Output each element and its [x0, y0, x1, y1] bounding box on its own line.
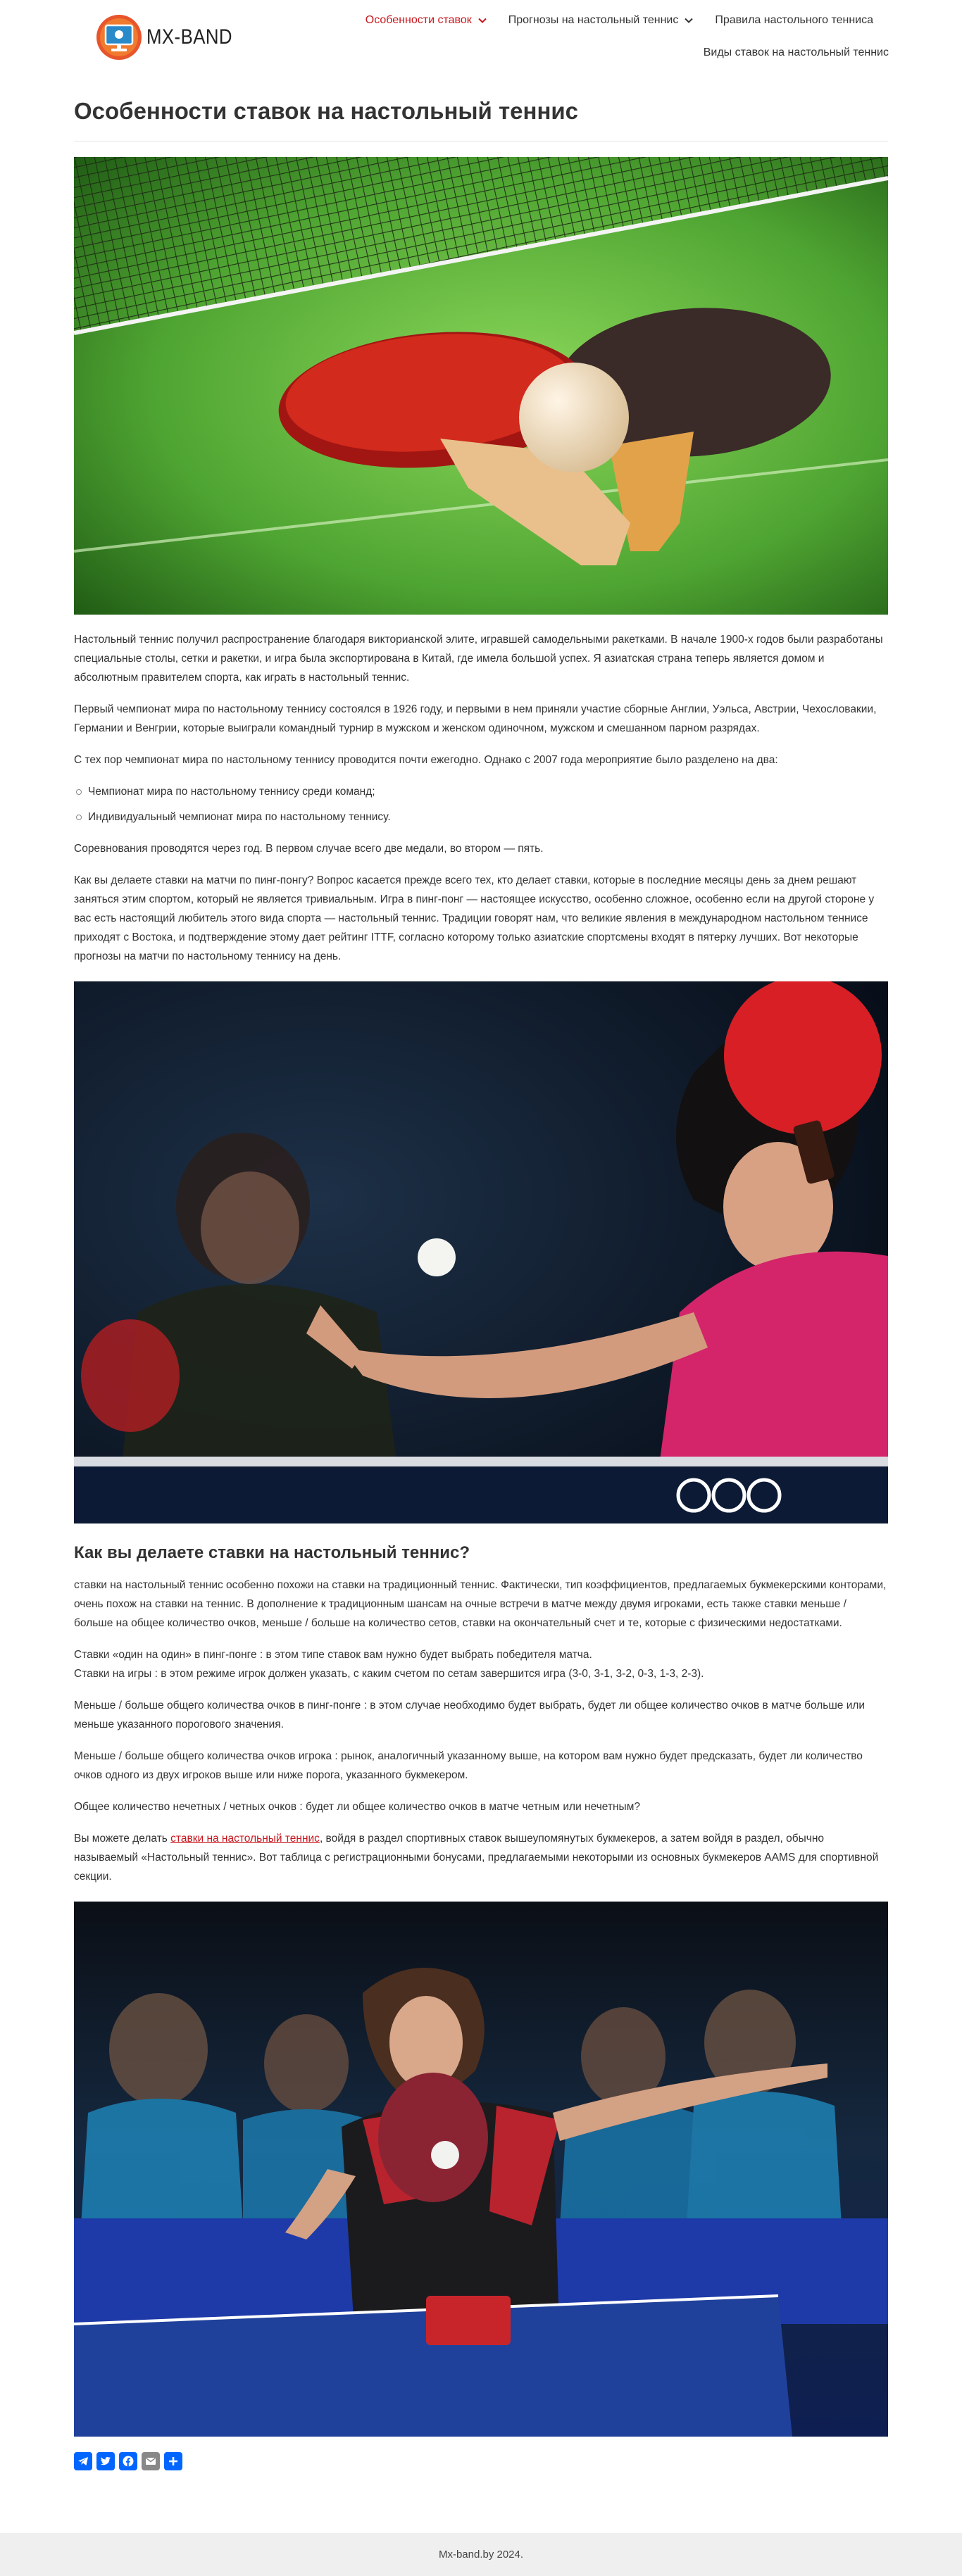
- chevron-down-icon: [684, 15, 694, 25]
- paragraph: Ставки на игры : в этом режиме игрок должен указать, с каким счетом по сетам завершится игра (3-0, 3-1, 3-2, 0-3, 1-3, 2-3).: [74, 1668, 704, 1680]
- share-telegram[interactable]: [74, 2452, 92, 2470]
- share-facebook[interactable]: [119, 2452, 137, 2470]
- chevron-down-icon: [477, 15, 487, 25]
- intro-text: [74, 630, 888, 966]
- share-email[interactable]: [142, 2452, 160, 2470]
- inline-link-table-tennis-bets[interactable]: ставки на настольный теннис: [170, 1833, 320, 1845]
- facebook-icon: [122, 2455, 135, 2468]
- player-forehand-photo: [74, 1902, 888, 2437]
- share-buttons: [74, 2452, 888, 2470]
- paragraph: ставки на настольный теннис особенно похожи на ставки на традиционный теннис. Фактически, тип коэффициентов, предлагаемых букмекерскими конторами, очень похож на ставки на теннис. В дополнение к традиционным шансам на очные встречи в матче между двумя игроками, есть также ставки меньше / больше на общее количество очков, меньше / больше на количество сетов, ставки на окончательный счет и те, которые с физическими недостатками.: [74, 1579, 887, 1629]
- paragraph: Настольный теннис получил распространение благодаря викторианской элите, игравшей самодельными ракетками. В начале 1900-х годов были разработаны специальные столы, сетки и ракетки, и игра была экспортирована в Китай, где имела большой успех. Я азиатская страна теперь является домом и абсолютным правителем спорта, как играть в настольный теннис.: [74, 634, 883, 684]
- page-title: Особенности ставок на настольный теннис: [74, 98, 579, 124]
- main-nav-row-2: [682, 46, 889, 59]
- logo-icon: [96, 14, 142, 61]
- paddles-photo: [74, 157, 888, 615]
- main-nav: [344, 14, 873, 27]
- share-plus-icon: [167, 2455, 180, 2468]
- email-icon: [144, 2455, 157, 2468]
- site-footer: [0, 2533, 962, 2576]
- paragraph: С тех пор чемпионат мира по настольному теннису проводится почти ежегодно. Однако с 2007 года мероприятие было разделено на два:: [74, 754, 778, 766]
- article: [74, 92, 888, 2470]
- nav-item-label: Особенности ставок: [365, 14, 472, 26]
- nav-item-bet-types[interactable]: [704, 46, 889, 59]
- share-twitter[interactable]: [96, 2452, 115, 2470]
- paragraph: Соревнования проводятся через год. В первом случае всего две медали, во втором — пять.: [74, 843, 544, 855]
- paragraph: Меньше / больше общего количества очков игрока : рынок, аналогичный указанному выше, на котором вам нужно будет предсказать, будет ли количество очков одного из двух игроков выше или ниже порога, указанного букмекером.: [74, 1750, 863, 1781]
- nav-item-label: Виды ставок на настольный теннис: [703, 46, 889, 58]
- nav-item-label: Правила настольного тенниса: [715, 14, 873, 26]
- betting-text: [74, 1576, 888, 1886]
- site-logo[interactable]: [96, 14, 246, 61]
- share-more[interactable]: [164, 2452, 182, 2470]
- paragraph: [74, 1829, 888, 1886]
- nav-item-betting-features[interactable]: [366, 14, 487, 27]
- article-image-paddles: [74, 157, 888, 615]
- logo-text: MX-BAND: [146, 25, 232, 49]
- player-serve-photo: [74, 981, 888, 1523]
- paragraph: Ставки «один на один» в пинг-понге : в этом типе ставок вам нужно будет выбрать победителя матча.: [74, 1649, 592, 1661]
- nav-item-forecasts[interactable]: [508, 14, 694, 27]
- paragraph: Меньше / больше общего количества очков в пинг-понге : в этом случае необходимо будет выбрать, будет ли общее количество очков в матче больше или меньше указанного порогового значения.: [74, 1699, 866, 1730]
- championship-list: [74, 782, 888, 827]
- nav-item-label: Прогнозы на настольный теннис: [508, 14, 679, 26]
- twitter-icon: [99, 2455, 112, 2468]
- section-heading: Как вы делаете ставки на настольный теннис?: [74, 1543, 470, 1562]
- paragraph: Первый чемпионат мира по настольному теннису состоялся в 1926 году, и первыми в нем приняли участие сборные Англии, Уэльса, Австрии, Чехословакии, Германии и Венгрии, которые выиграли командный турнир в мужском и женском одиночном, мужском и смешанном парном разрядах.: [74, 703, 877, 734]
- paragraph: Общее количество нечетных / четных очков : будет ли общее количество очков в матче четным или нечетным?: [74, 1801, 640, 1813]
- list-item: Чемпионат мира по настольному теннису среди команд;: [74, 782, 888, 801]
- telegram-icon: [77, 2455, 89, 2468]
- text-fragment: , войдя в раздел спортивных ставок вышеупомянутых букмекеров, а затем войдя в раздел, обычно называемый «Настольный теннис». Вот таблица с регистрационными бонусами, предлагаемыми некоторыми из основных букмекеров AAMS для спортивной секции.: [74, 1833, 879, 1883]
- article-image-player-serve: [74, 981, 888, 1523]
- nav-item-rules[interactable]: [715, 14, 873, 27]
- site-header: [0, 0, 962, 70]
- list-item: Индивидуальный чемпионат мира по настольному теннису.: [74, 808, 888, 827]
- text-fragment: Вы можете делать: [74, 1833, 171, 1845]
- paragraph: Как вы делаете ставки на матчи по пинг-понгу? Вопрос касается прежде всего тех, кто делает ставки, которые в последние месяцы день за днем решают заняться этим спортом, который не является тривиальным. Игра в пинг-понг — настоящее искусство, особенно сложное, особенно если на другой стороне у вас есть настоящий любитель этого вида спорта — настольный теннис. Традиции говорят нам, что великие явления в международном настольном теннисе приходят с Востока, и подтверждение этому дает рейтинг ITTF, согласно которому только азиатские спортсмены входят в пятерку лучших. Вот некоторые прогнозы на матчи по настольному теннису на день.: [74, 874, 875, 962]
- footer-copyright: Mx-band.by 2024.: [438, 2549, 524, 2561]
- article-image-player-forehand: [74, 1902, 888, 2437]
- title-divider: [74, 141, 888, 142]
